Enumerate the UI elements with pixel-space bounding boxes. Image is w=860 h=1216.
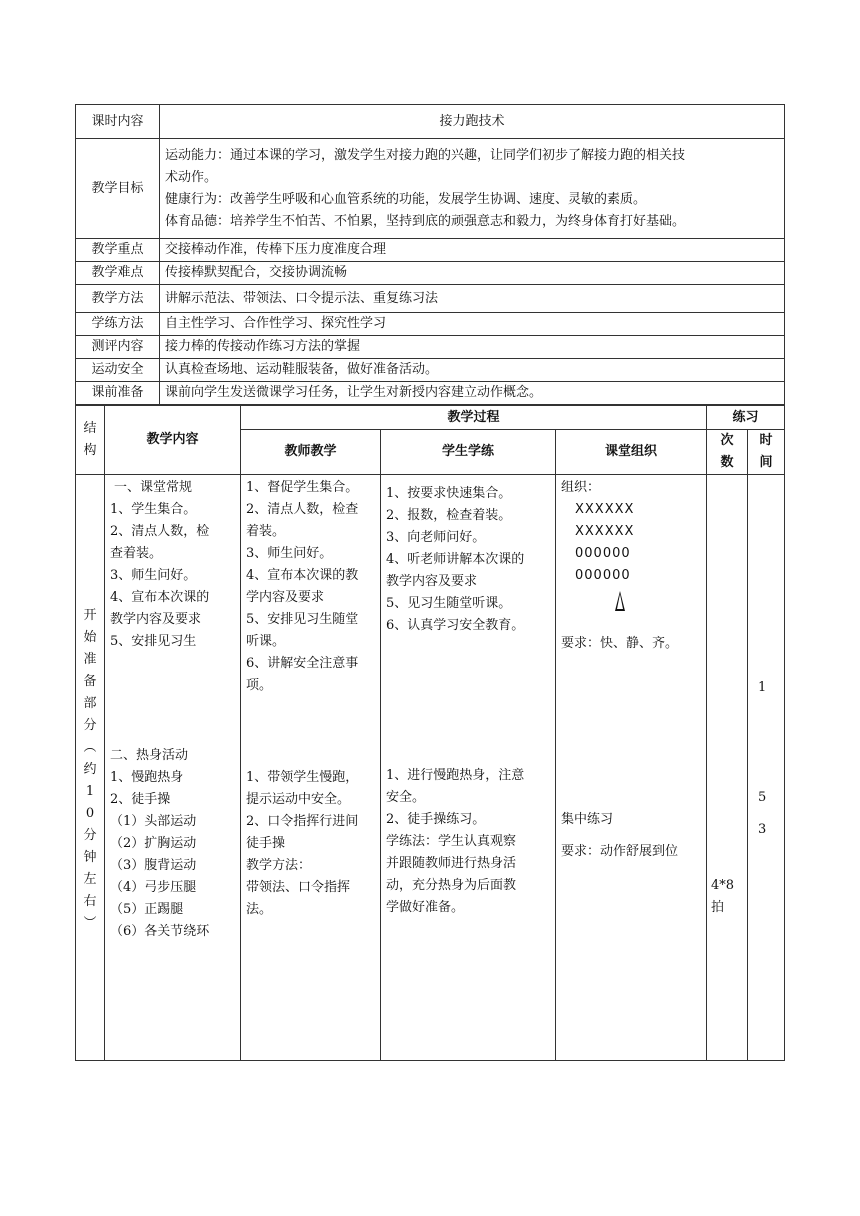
org-practice: 集中练习 [561, 812, 614, 827]
info-row [76, 382, 785, 405]
content-item: 查着装。 [110, 546, 163, 561]
content-item: （5）正踢腿 [110, 902, 184, 917]
student-item: 3、向老师问好。 [386, 530, 486, 545]
lesson-row [76, 105, 785, 139]
teacher-item: 法。 [246, 902, 273, 917]
content-item: 3、师生问好。 [110, 568, 197, 583]
count-cell [707, 475, 748, 1061]
teacher-item: 提示运动中安全。 [246, 792, 351, 807]
teacher-item: 教学方法： [246, 858, 312, 873]
organization-header: 课堂组织 [556, 430, 707, 475]
info-value: 接力棒的传接动作练习方法的掌握 [160, 336, 785, 359]
teacher-item: 1、督促学生集合。 [246, 480, 359, 495]
student-item: 6、认真学习安全教育。 [386, 618, 525, 633]
content-item: （2）扩胸运动 [110, 836, 197, 851]
info-label: 测评内容 [76, 336, 160, 359]
goal-line: 体育品德：培养学生不怕苦、不怕累，坚持到底的顽强意志和毅力，为终身体育打好基础。 [165, 213, 686, 229]
teacher-item: 5、安排见习生随堂 [246, 612, 359, 627]
teacher-cell [241, 475, 381, 1061]
student-item: 学做好准备。 [386, 900, 465, 915]
info-row [76, 313, 785, 336]
content-cell [105, 475, 241, 1061]
content-item: 2、徒手操 [110, 792, 171, 807]
info-value: 讲解示范法、带领法、口令提示法、重复练习法 [160, 285, 785, 313]
info-value: 传接棒默契配合，交接协调流畅 [160, 262, 785, 285]
student-item: 动，充分热身为后面教 [386, 878, 517, 893]
content-header: 教学内容 [105, 406, 241, 475]
student-item: 安全。 [386, 790, 426, 805]
content-item: （6）各关节绕环 [110, 924, 210, 939]
teacher-item: 项。 [246, 678, 273, 693]
student-item: 学练法：学生认真观察 [386, 834, 517, 849]
teacher-item: 带领法、口令指挥 [246, 880, 351, 895]
teacher-item: 学内容及要求 [246, 590, 325, 605]
student-item: 2、报数，检查着装。 [386, 508, 512, 523]
teacher-item: 徒手操 [246, 836, 286, 851]
student-item: 2、徒手操练习。 [386, 812, 486, 827]
teacher-item: 6、讲解安全注意事 [246, 656, 359, 671]
teacher-item: 1、带领学生慢跑， [246, 770, 359, 785]
time-value: 5 [758, 790, 767, 805]
content-item: 一、课堂常规 [114, 480, 193, 495]
goal-row [76, 139, 785, 239]
time-value: 3 [758, 822, 767, 837]
teaching-process-table [75, 405, 785, 1061]
structure-preparation: 开 始 准 备 部 分 ︵ 约 1 0 分 钟 左 右 ︶ [76, 475, 105, 1061]
info-label: 课前准备 [76, 382, 160, 405]
content-item: 二、热身活动 [110, 748, 189, 763]
teacher-item: 着装。 [246, 524, 286, 539]
org-requirement: 要求：快、静、齐。 [561, 636, 679, 651]
teacher-header: 教师教学 [241, 430, 381, 475]
count-value: 4*8 [711, 878, 735, 893]
student-cell [381, 475, 556, 1061]
goal-line: 健康行为：改善学生呼吸和心血管系统的功能，发展学生协调、速度、灵敏的素质。 [165, 191, 647, 207]
preparation-row [76, 475, 785, 1061]
content-item: 2、清点人数，检 [110, 524, 210, 539]
time-cell [748, 475, 785, 1061]
lesson-info-table [75, 104, 785, 405]
lesson-label: 课时内容 [76, 105, 160, 139]
teacher-item: 听课。 [246, 634, 286, 649]
info-row [76, 285, 785, 313]
time-header: 时 间 [748, 430, 785, 475]
student-item: 教学内容及要求 [386, 574, 478, 589]
student-item: 5、见习生随堂听课。 [386, 596, 512, 611]
formation-row: 000000 [575, 546, 631, 561]
teacher-item: 3、师生问好。 [246, 546, 333, 561]
student-item: 1、按要求快速集合。 [386, 486, 512, 501]
lesson-value: 接力跑技术 [160, 105, 785, 139]
content-item: 5、安排见习生 [110, 634, 197, 649]
count-header: 次 数 [707, 430, 748, 475]
goal-line: 术动作。 [165, 169, 218, 185]
practice-header: 练习 [707, 406, 785, 430]
formation-row: XXXXXX [575, 524, 635, 539]
lesson-plan-document [75, 104, 784, 1061]
formation-row: 000000 [575, 568, 631, 583]
info-value: 认真检查场地、运动鞋服装备，做好准备活动。 [160, 359, 785, 382]
content-item: 教学内容及要求 [110, 612, 202, 627]
org-requirement: 要求：动作舒展到位 [561, 844, 679, 859]
org-label: 组织： [561, 480, 601, 495]
info-value: 课前向学生发送微课学习任务，让学生对新授内容建立动作概念。 [160, 382, 785, 405]
info-value: 交接棒动作准，传棒下压力度准度合理 [160, 239, 785, 262]
student-item: 并跟随教师进行热身活 [386, 856, 517, 871]
info-row [76, 239, 785, 262]
goal-label: 教学目标 [76, 139, 160, 239]
info-label: 运动安全 [76, 359, 160, 382]
teacher-item: 2、清点人数，检查 [246, 502, 359, 517]
goal-value [160, 139, 785, 239]
info-value: 自主性学习、合作性学习、探究性学习 [160, 313, 785, 336]
content-item: 1、慢跑热身 [110, 770, 184, 785]
count-unit: 拍 [711, 900, 725, 915]
organization-cell [556, 475, 707, 1061]
goal-line: 运动能力：通过本课的学习，激发学生对接力跑的兴趣，让同学们初步了解接力跑的相关技 [165, 147, 686, 163]
formation-row: XXXXXX [575, 502, 635, 517]
teacher-item: 4、宣布本次课的教 [246, 568, 359, 583]
process-header: 教学过程 [241, 406, 707, 430]
teacher-item: 2、口令指挥行进间 [246, 814, 359, 829]
info-row [76, 262, 785, 285]
process-header-row [76, 406, 785, 430]
content-item: 1、学生集合。 [110, 502, 197, 517]
info-row [76, 336, 785, 359]
teacher-position-triangle-icon [615, 591, 625, 611]
info-label: 教学难点 [76, 262, 160, 285]
content-item: （4）弓步压腿 [110, 880, 197, 895]
info-label: 学练方法 [76, 313, 160, 336]
student-item: 4、听老师讲解本次课的 [386, 552, 525, 567]
content-item: （1）头部运动 [110, 814, 197, 829]
content-item: （3）腹背运动 [110, 858, 197, 873]
time-value: 1 [758, 680, 767, 695]
info-label: 教学重点 [76, 239, 160, 262]
info-row [76, 359, 785, 382]
student-item: 1、进行慢跑热身，注意 [386, 768, 525, 783]
student-header: 学生学练 [381, 430, 556, 475]
info-label: 教学方法 [76, 285, 160, 313]
structure-header: 结 构 [76, 406, 105, 475]
content-item: 4、宣布本次课的 [110, 590, 210, 605]
